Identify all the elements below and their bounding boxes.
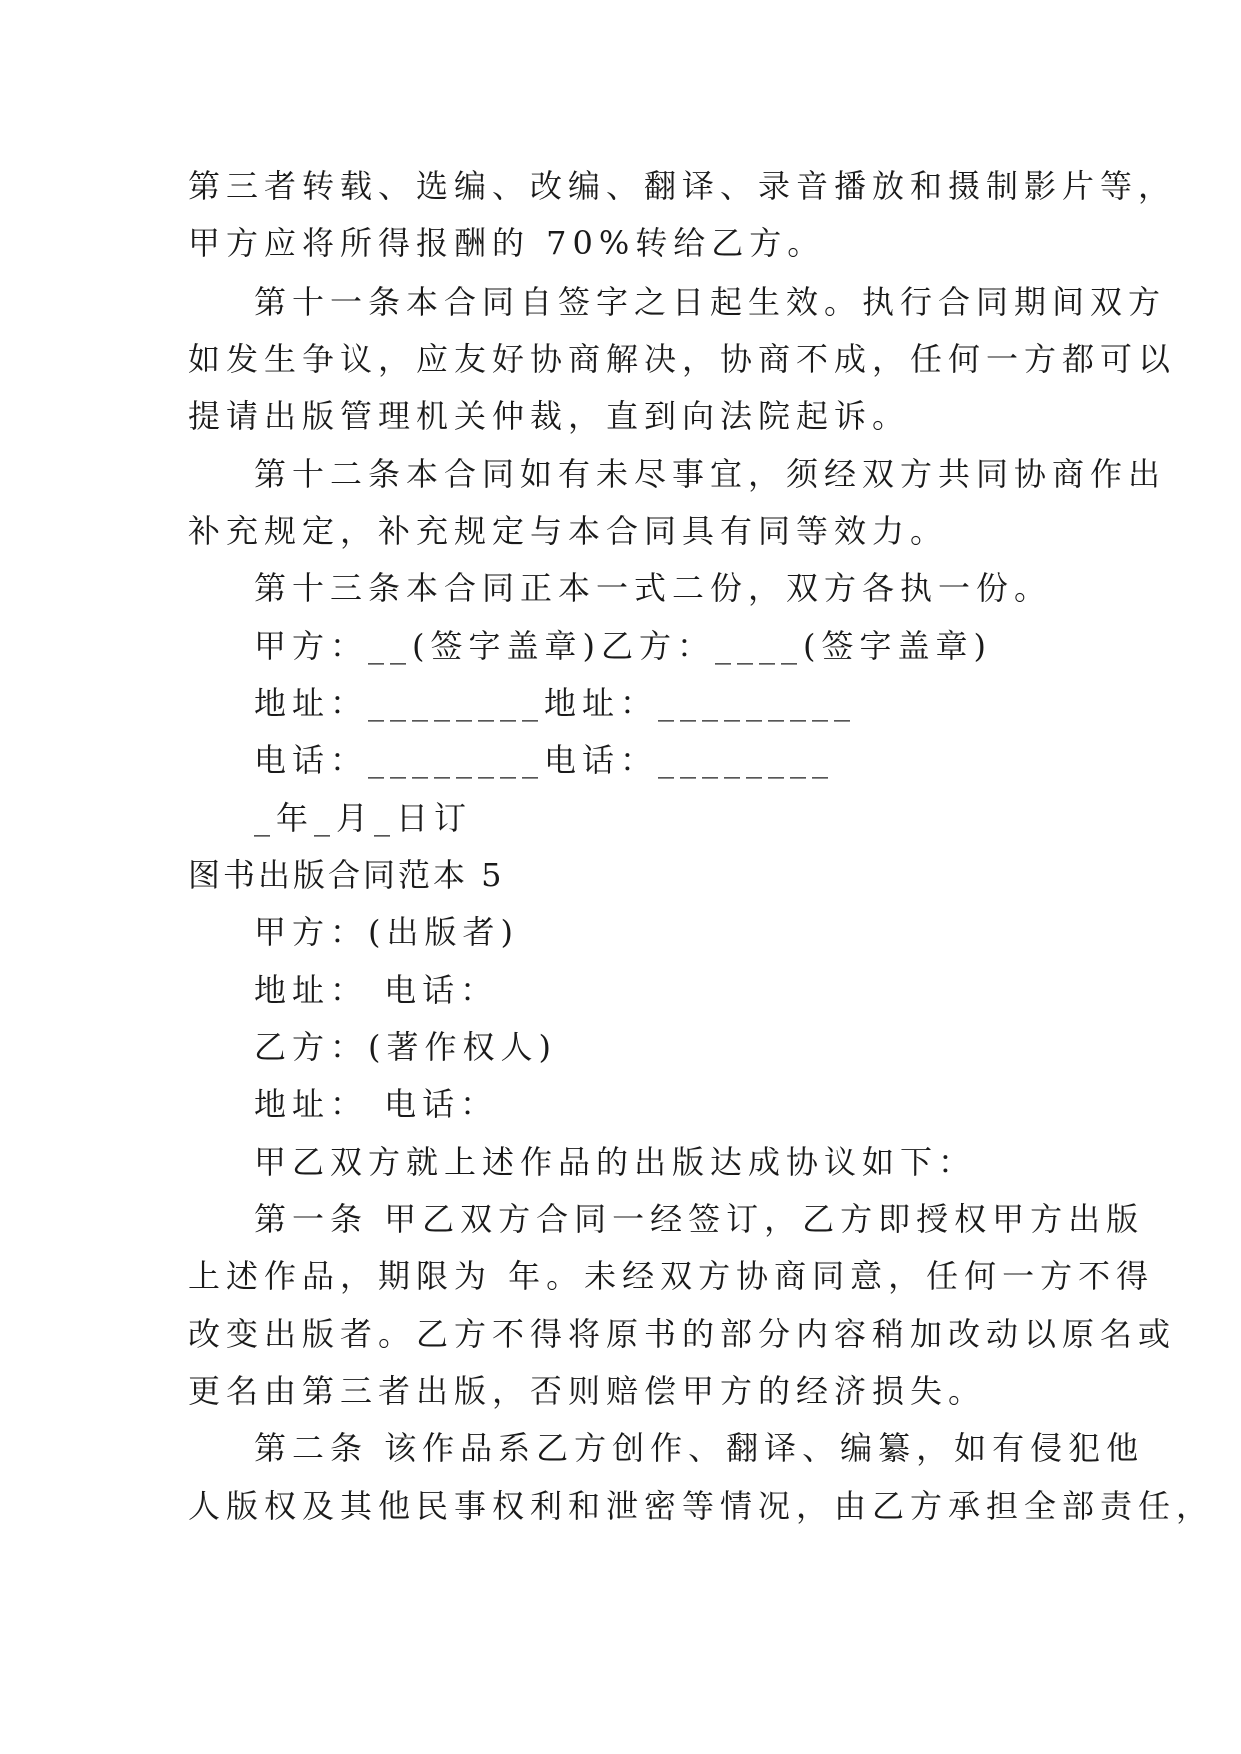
text-line: 甲乙双方就上述作品的出版达成协议如下： <box>254 1143 977 1181</box>
text-line: 第十二条本合同如有未尽事宜，须经双方共同协商作出 <box>254 455 1167 493</box>
text-line: 提请出版管理机关仲裁，直到向法院起诉。 <box>188 397 911 435</box>
party-a-contact: 地址： 电话： <box>254 971 499 1009</box>
text-line: 上述作品，期限为 年。未经双方协商同意，任何一方不得 <box>188 1257 1155 1295</box>
text-line: 人版权及其他民事权利和泄密等情况，由乙方承担全部责任， <box>188 1487 1215 1525</box>
text-line: 补充规定，补充规定与本合同具有同等效力。 <box>188 512 949 550</box>
text-line: 甲方应将所得报酬的 70%转给乙方。 <box>188 224 826 262</box>
phone-line: 电话：________电话：________ <box>254 741 835 779</box>
text-line: 改变出版者。乙方不得将原书的部分内容稍加改动以原名或 <box>188 1315 1177 1353</box>
date-line: _年_月_日订 <box>254 799 473 837</box>
text-line: 第十一条本合同自签字之日起生效。执行合同期间双方 <box>254 283 1167 321</box>
text-line: 第二条 该作品系乙方创作、翻译、编纂，如有侵犯他 <box>254 1429 1145 1467</box>
party-b-line: 乙方：(著作权人) <box>254 1028 557 1066</box>
signature-line: 甲方：__(签字盖章)乙方：____(签字盖章) <box>254 627 992 665</box>
party-b-contact: 地址： 电话： <box>254 1085 499 1123</box>
text-line: 如发生争议，应友好协商解决，协商不成，任何一方都可以 <box>188 340 1177 378</box>
address-line: 地址：________地址：_________ <box>254 684 857 722</box>
text-line: 第一条 甲乙双方合同一经签订，乙方即授权甲方出版 <box>254 1200 1145 1238</box>
text-line: 更名由第三者出版，否则赔偿甲方的经济损失。 <box>188 1372 987 1410</box>
section-heading: 图书出版合同范本 5 <box>188 856 505 894</box>
text-line: 第十三条本合同正本一式二份，双方各执一份。 <box>254 569 1053 607</box>
party-a-line: 甲方：(出版者) <box>254 913 519 951</box>
text-line: 第三者转载、选编、改编、翻译、录音播放和摄制影片等， <box>188 167 1177 205</box>
